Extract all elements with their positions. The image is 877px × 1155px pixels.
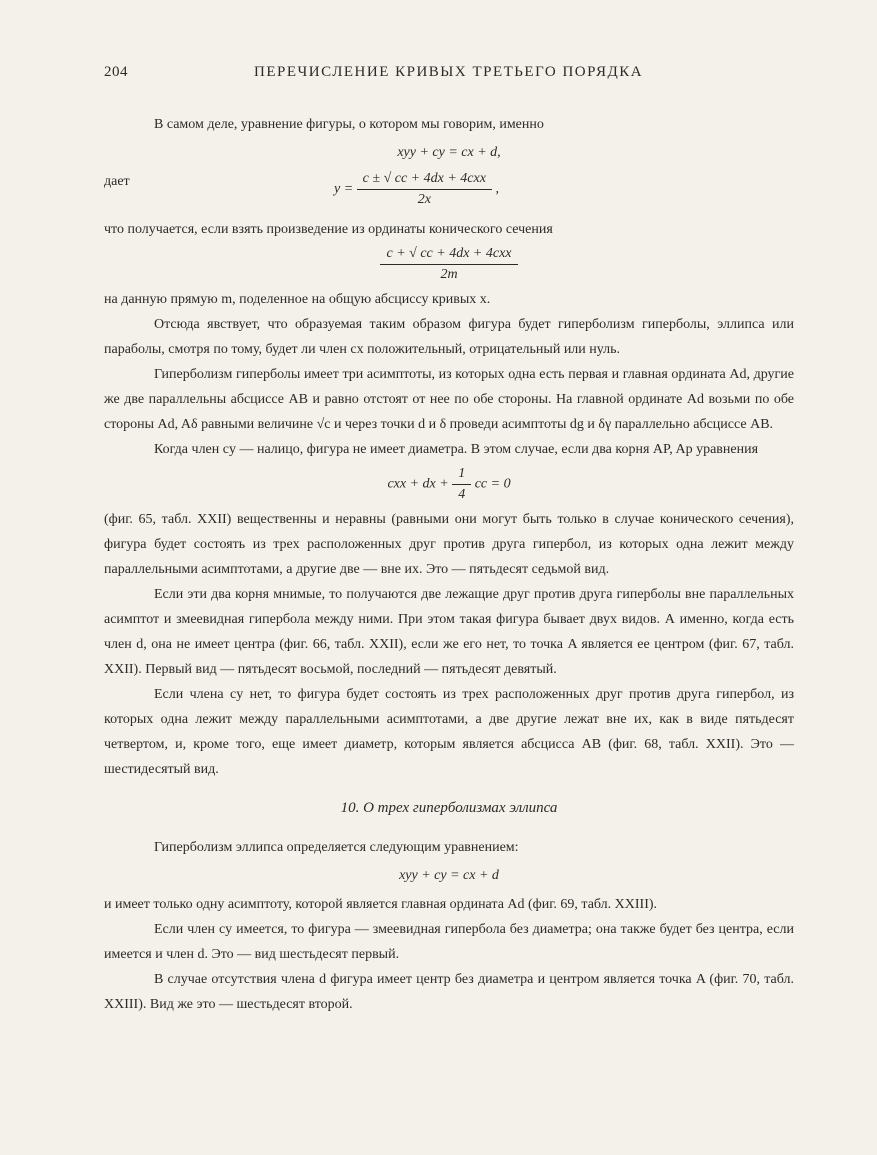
equation-block <box>104 169 794 207</box>
paragraph: Гиперболизм гиперболы имеет три асимптоты, из которых одна есть первая и главная ордината Ad, другие же две параллельны абсциссе AB и равно отстоят от нее по обе стороны. На главной ординате Ad возьми по обе стороны Ad, Aδ равными величине √c и через точки d и δ проведи асимптоты dg и δγ параллельно абсциссе AB. <box>104 367 794 432</box>
paragraph: Если член cy имеется, то фигура — змеевидная гипербола без диаметра; она также будет без центра, если имеется и член d. Это — вид шестьдесят первый. <box>104 922 794 962</box>
paragraph: В самом деле, уравнение фигуры, о котором мы говорим, именно <box>154 117 544 132</box>
paragraph: Гиперболизм эллипса определяется следующим уравнением: <box>154 840 519 855</box>
section-heading: 10. О трех гиперболизмах эллипса <box>340 800 558 816</box>
fraction-numerator: c ± √ cc + 4dx + 4cxx <box>357 169 492 190</box>
fraction-denominator: 2x <box>417 192 431 207</box>
fraction-denominator: 2m <box>440 267 458 282</box>
running-title: ПЕРЕЧИСЛЕНИЕ КРИВЫХ ТРЕТЬЕГО ПОРЯДКА <box>254 64 644 80</box>
paragraph: В случае отсутствия члена d фигура имеет центр без диаметра и центром является точка A (фиг. 70, табл. XXIII). Вид же это — шестьдесят второй. <box>104 972 794 1012</box>
equation <box>104 244 794 285</box>
page-number: 204 <box>104 64 128 80</box>
fraction-numerator: c + √ cc + 4dx + 4cxx <box>380 244 517 265</box>
fraction <box>452 464 471 505</box>
paragraph: что получается, если взять произведение из ординаты конического сечения <box>104 222 553 237</box>
paragraph: Если эти два корня мнимые, то получаются две лежащие друг против друга гиперболы вне параллельных асимптот и змеевидная гипербола между ними. При этом такая фигура бывает двух видов. А именно, когда есть член d, она не имеет центра (фиг. 66, табл. XXII), если же его нет, то точка A является ее центром (фиг. 67, табл. XXII). Первый вид — пятьдесят восьмой, последний — пятьдесят девятый. <box>104 587 794 677</box>
equation-part: cc = 0 <box>474 476 511 492</box>
paragraph: (фиг. 65, табл. XXII) вещественны и неравны (равными они могут быть только в случае конического сечения), фигура будет состоять из трех расположенных друг против друга гипербол, из которых одна лежит между параллельными асимптотами, а другие две — вне их. Это — пятьдесят седьмой вид. <box>104 512 794 577</box>
fraction <box>380 244 517 285</box>
page-body <box>104 112 794 1017</box>
paragraph: Отсюда явствует, что образуемая таким образом фигура будет гиперболизм гиперболы, эллипса или параболы, смотря по тому, будет ли член cx положительный, отрицательный или нуль. <box>104 317 794 357</box>
equation-trail: , <box>495 181 499 197</box>
page-header <box>104 62 774 86</box>
fraction-denominator: 4 <box>458 487 466 502</box>
paragraph: и имеет только одну асимптоту, которой является главная ордината Ad (фиг. 69, табл. XXIII). <box>104 897 658 912</box>
equation: xyy + cy = cx + d, <box>397 145 501 160</box>
fraction <box>357 169 492 210</box>
equation-lhs: y = <box>334 181 354 197</box>
paragraph: на данную прямую m, поделенное на общую абсциссу кривых x. <box>104 292 491 307</box>
equation-part: cxx + dx + <box>387 476 449 492</box>
equation <box>104 464 794 505</box>
equation: xyy + cy = cx + d <box>399 868 499 883</box>
paragraph: Когда член cy — налицо, фигура не имеет диаметра. В этом случае, если два корня AP, Ap уравнения <box>154 442 759 457</box>
label-text: дает <box>104 174 130 189</box>
paragraph: Если члена cy нет, то фигура будет состоять из трех расположенных друг против друга гипербол, из которых одна лежит между параллельными асимптотами, а две другие лежат вне их, как в виде пятьдесят четвертом, и, кроме того, еще имеет диаметр, которым является абсцисса AB (фиг. 68, табл. XXII). Это — шестидесятый вид. <box>104 687 794 777</box>
fraction-equation <box>334 169 499 210</box>
fraction-numerator: 1 <box>452 464 471 485</box>
